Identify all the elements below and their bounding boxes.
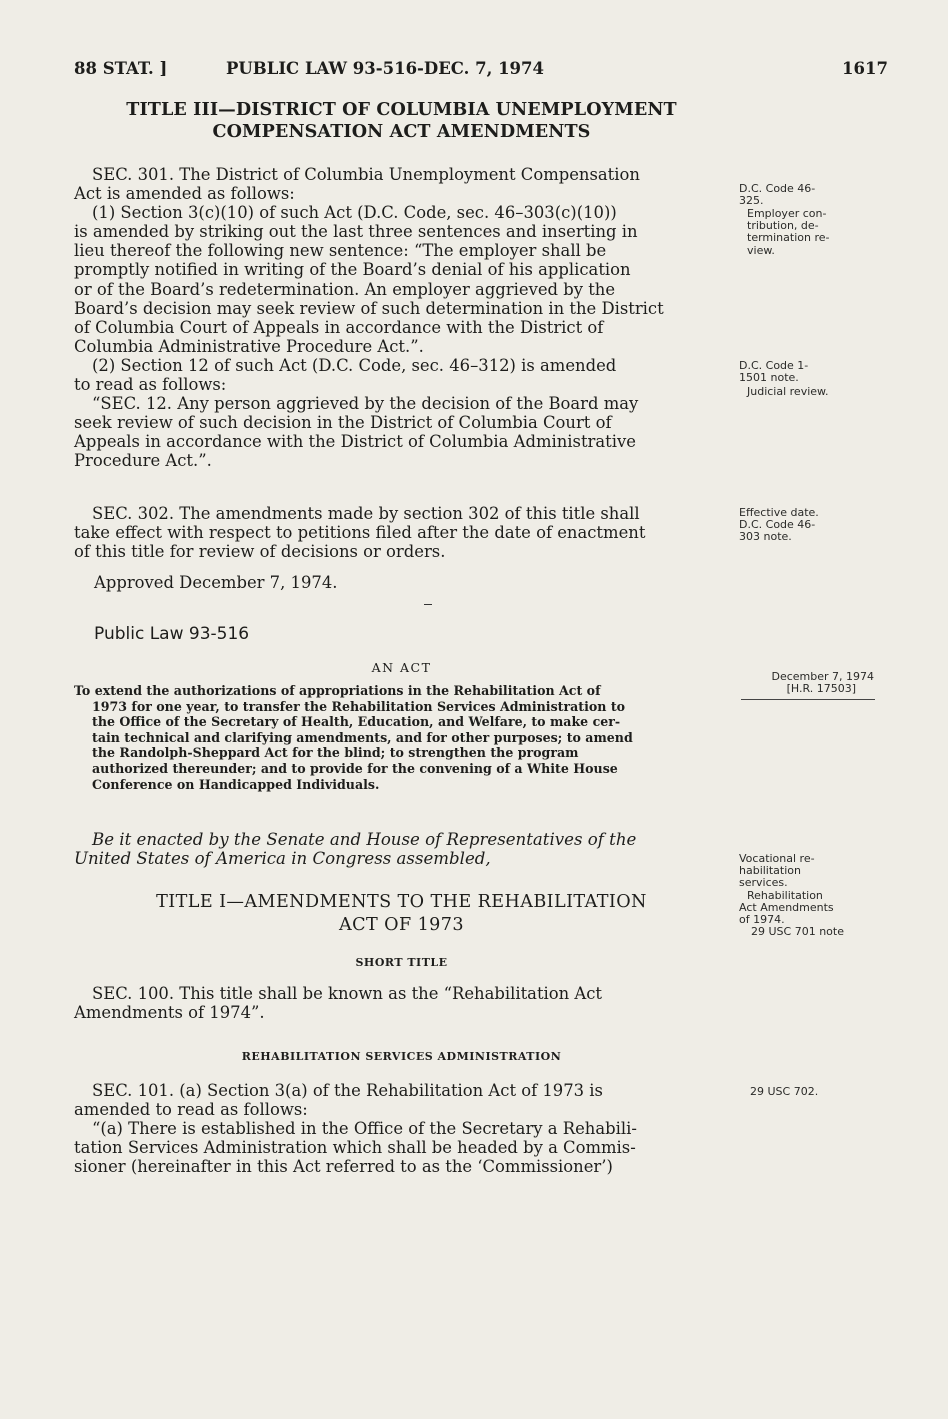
margin-note-line: D.C. Code 46-	[739, 518, 816, 532]
paragraph-line: tation Services Administration which shall be headed by a Commis-	[74, 1138, 636, 1158]
margin-note-line: tribution, de-	[747, 219, 819, 233]
header-page-number: 1617	[842, 59, 888, 78]
paragraph-line: of this title for review of decisions or orders.	[74, 542, 446, 562]
rsa-heading: REHABILITATION SERVICES ADMINISTRATION	[241, 1050, 562, 1063]
title-iii-line-2: COMPENSATION ACT AMENDMENTS	[212, 121, 591, 142]
margin-note-vocational-rehabilitation	[739, 853, 914, 938]
margin-note-line: 29 USC 701 note	[751, 925, 844, 939]
title-iii-heading	[74, 99, 729, 143]
margin-note-line: D.C. Code 1-	[739, 359, 809, 372]
margin-note-employer-contribution	[747, 208, 922, 257]
paragraph-line: is amended by striking out the last three sentences and inserting in	[74, 222, 638, 242]
paragraph-line: SEC. 302. The amendments made by section 302 of this title shall	[92, 504, 640, 523]
section-101	[74, 1081, 729, 1176]
approved-date: Approved December 7, 1974.	[94, 573, 338, 592]
margin-note-judicial-review: Judicial review.	[747, 385, 829, 398]
enacting-line: Be it enacted by the Senate and House of Representatives of the	[92, 830, 637, 849]
title-i-line-1: TITLE I—AMENDMENTS TO THE REHABILITATION	[156, 892, 647, 912]
header-public-law: PUBLIC LAW 93-516-DEC. 7, 1974	[226, 59, 545, 78]
margin-note-line: Effective date.	[739, 506, 819, 519]
paragraph-line: Appeals in accordance with the District of Columbia Administrative	[74, 432, 636, 452]
paragraph-line: (2) Section 12 of such Act (D.C. Code, sec. 46–312) is amended	[92, 355, 617, 375]
paragraph-line: or of the Board’s redetermination. An employer aggrieved by the	[74, 279, 616, 299]
margin-note-line: services.	[739, 876, 788, 890]
paragraph-line: promptly notified in writing of the Board’s denial of his application	[74, 260, 631, 280]
margin-note-line: 1501 note.	[739, 371, 799, 385]
margin-note-line: termination re-	[747, 231, 830, 245]
margin-note-line: Rehabilitation	[747, 888, 823, 902]
margin-note-line: Vocational re-	[739, 852, 815, 865]
section-302	[74, 504, 729, 561]
margin-note-effective-date	[739, 507, 914, 544]
margin-note-29-usc-702: 29 USC 702.	[750, 1085, 819, 1098]
paragraph-line: Board’s decision may seek review of such determination in the District	[74, 298, 664, 318]
margin-note-line: view.	[747, 243, 775, 257]
title-iii-line-1: TITLE III—DISTRICT OF COLUMBIA UNEMPLOYMENT	[126, 99, 677, 120]
separator-dash	[424, 604, 432, 605]
paragraph-line: to read as follows:	[74, 375, 227, 395]
margin-note-line: 325.	[739, 194, 764, 208]
paragraph-line: Columbia Administrative Procedure Act.”.	[74, 336, 424, 356]
paragraph-line: SEC. 301. The District of Columbia Unemployment Compensation	[92, 165, 640, 184]
title-i-heading	[74, 891, 729, 937]
margin-note-line: Act Amendments	[739, 900, 834, 914]
paragraph-line: SEC. 101. (a) Section 3(a) of the Rehabilitation Act of 1973 is	[92, 1081, 603, 1100]
margin-note-dc-code-46-325	[739, 183, 914, 207]
section-301	[74, 165, 729, 471]
margin-note-line: 303 note.	[739, 530, 792, 544]
margin-note-dc-code-1-1501	[739, 360, 914, 384]
section-100	[74, 984, 729, 1022]
margin-rule	[741, 699, 875, 700]
purpose-line: authorized thereunder; and to provide for the convening of a White House	[92, 760, 618, 776]
paragraph-line: Amendments of 1974”.	[74, 1003, 265, 1023]
paragraph-line: Procedure Act.”.	[74, 451, 212, 471]
purpose-line: the Office of the Secretary of Health, Education, and Welfare, to make cer-	[92, 714, 621, 730]
paragraph-line: seek review of such decision in the District of Columbia Court of	[74, 413, 612, 433]
paragraph-line: lieu thereof the following new sentence: “The employer shall be	[74, 241, 607, 261]
act-purpose	[74, 683, 633, 792]
an-act-heading: AN ACT	[371, 660, 432, 675]
enacting-clause	[74, 830, 729, 868]
margin-note-enactment-date	[742, 671, 874, 695]
public-law-label: Public Law 93-516	[94, 624, 250, 644]
paragraph-line: SEC. 100. This title shall be known as the “Rehabilitation Act	[92, 984, 603, 1003]
margin-note-line: Employer con-	[747, 207, 827, 220]
paragraph-line: sioner (hereinafter in this Act referred to as the ‘Commissioner’)	[74, 1157, 613, 1177]
margin-note-line: D.C. Code 46-	[739, 182, 816, 195]
paragraph-line: of Columbia Court of Appeals in accordance with the District of	[74, 317, 604, 337]
paragraph-line: Act is amended as follows:	[74, 184, 295, 204]
purpose-line: 1973 for one year, to transfer the Rehabilitation Services Administration to	[92, 698, 626, 714]
purpose-line: Conference on Handicapped Individuals.	[92, 776, 380, 792]
paragraph-line: “(a) There is established in the Office of the Secretary a Rehabili-	[92, 1119, 637, 1139]
margin-note-line: December 7, 1974	[771, 670, 874, 683]
margin-note-line: habilitation	[739, 864, 801, 878]
short-title-heading: SHORT TITLE	[355, 956, 448, 969]
title-i-line-2: ACT OF 1973	[339, 915, 464, 935]
paragraph-line: (1) Section 3(c)(10) of such Act (D.C. Code, sec. 46–303(c)(10))	[92, 203, 617, 223]
header-stat-reference: 88 STAT. ]	[74, 59, 168, 78]
purpose-line: the Randolph-Sheppard Act for the blind; to strengthen the program	[92, 745, 579, 761]
purpose-line: To extend the authorizations of appropriations in the Rehabilitation Act of	[74, 683, 601, 698]
paragraph-line: amended to read as follows:	[74, 1100, 308, 1120]
purpose-line: tain technical and clarifying amendments, and for other purposes; to amend	[92, 729, 633, 745]
paragraph-line: “SEC. 12. Any person aggrieved by the decision of the Board may	[92, 394, 639, 414]
paragraph-line: take effect with respect to petitions filed after the date of enactment	[74, 523, 646, 543]
margin-note-line: [H.R. 17503]	[786, 682, 856, 696]
enacting-line: United States of America in Congress assembled,	[74, 849, 491, 869]
margin-note-line: of 1974.	[739, 913, 785, 927]
